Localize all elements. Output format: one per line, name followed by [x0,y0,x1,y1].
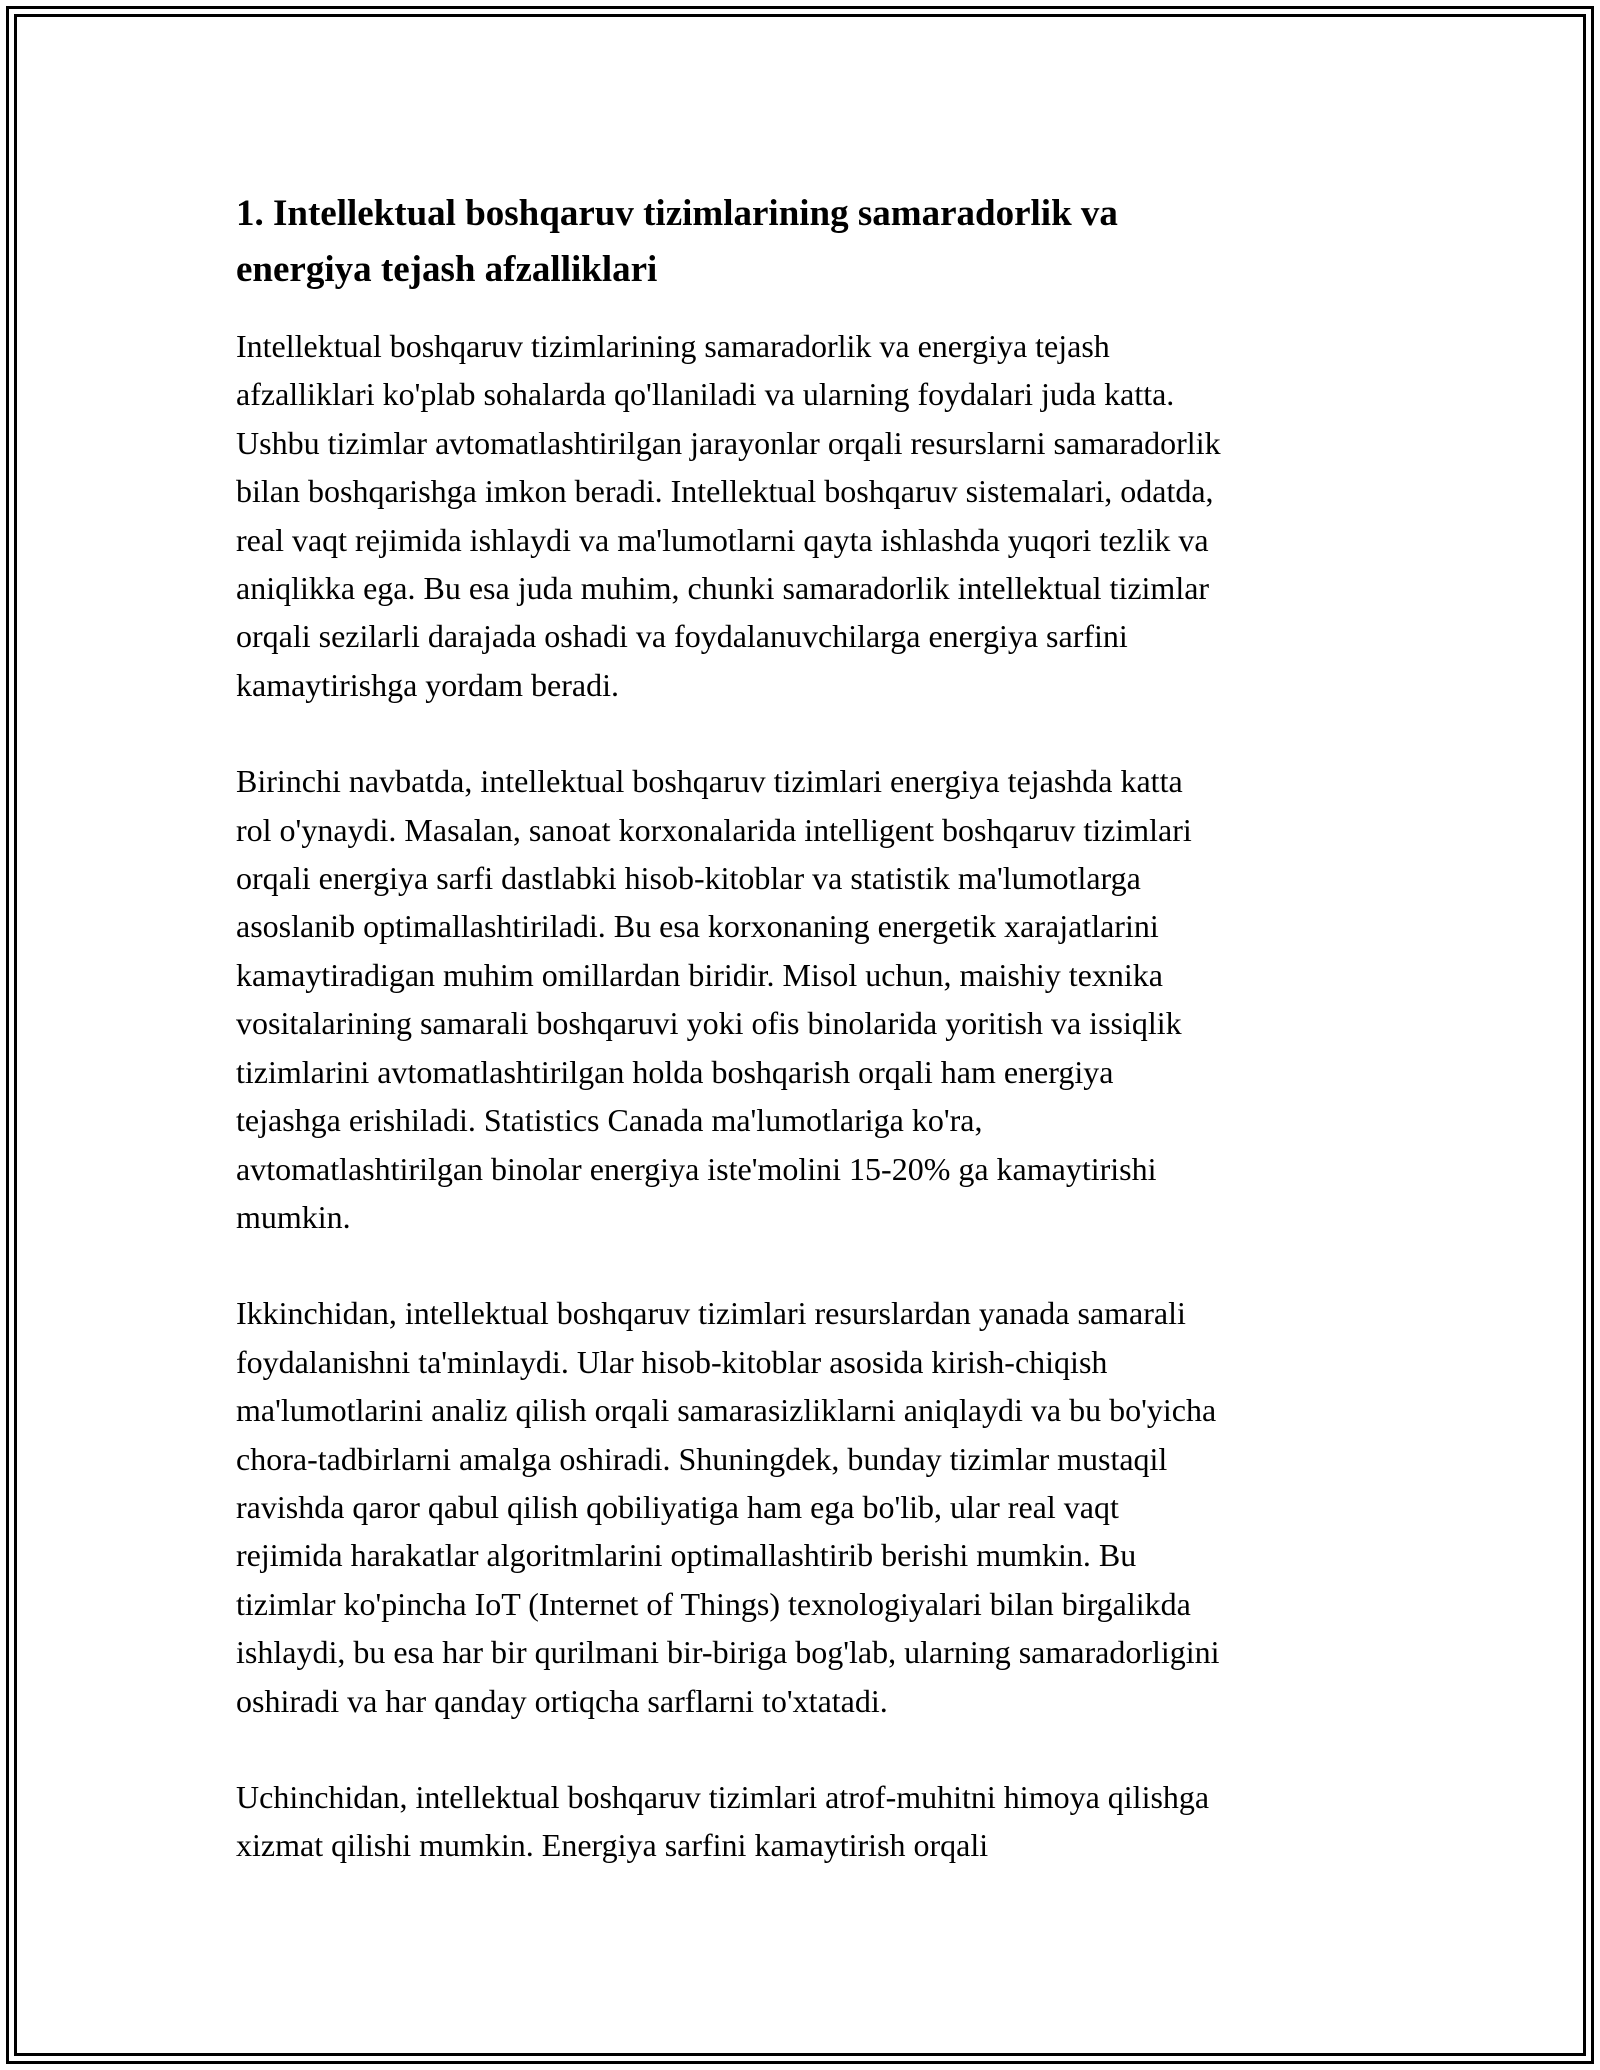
text-line: xizmat qilishi mumkin. Energiya sarfini kamaytirish orqali [236,1827,989,1864]
text-line: Intellektual boshqaruv tizimlarining samaradorlik va energiya tejash [236,328,1110,364]
text-line: tizimlar ko'pincha IoT (Internet of Things) texnologiyalari bilan birgalikda [236,1585,1191,1622]
text-line: Uchinchidan, intellektual boshqaruv tizimlari atrof-muhitni himoya qilishga [236,1778,1210,1815]
text-line: tejashga erishiladi. Statistics Canada ma'lumotlariga ko'ra, [236,1102,983,1139]
heading-line: energiya tejash afzalliklari [236,249,658,290]
text-line: vositalarining samarali boshqaruvi yoki ofis binolarida yoritish va issiqlik [236,1005,1182,1042]
paragraph-2 [236,757,1376,1241]
text-line: Birinchi navbatda, intellektual boshqaruv tizimlari energiya tejashda katta [236,763,1183,800]
paragraph-3 [236,1289,1376,1725]
text-line: Ikkinchidan, intellektual boshqaruv tizimlari resurslardan yanada samarali [236,1295,1186,1332]
text-line: tizimlarini avtomatlashtirilgan holda boshqarish orqali ham energiya [236,1053,1114,1090]
paragraph-1 [236,322,1376,709]
text-line: ravishda qaror qabul qilish qobiliyatiga ham ega bo'lib, ular real vaqt [236,1488,1119,1525]
text-line: ishlaydi, bu esa har bir qurilmani bir-biriga bog'lab, ularning samaradorligini [236,1634,1220,1671]
text-line: bilan boshqarishga imkon beradi. Intellektual boshqaruv sistemalari, odatda, [236,473,1214,510]
text-line: mumkin. [236,1198,351,1235]
text-line: avtomatlashtirilgan binolar energiya iste'molini 15-20% ga kamaytirishi [236,1150,1157,1187]
section-heading [236,186,1376,298]
text-line: orqali energiya sarfi dastlabki hisob-kitoblar va statistik ma'lumotlarga [236,860,1141,897]
text-line: foydalanishni ta'minlaydi. Ular hisob-kitoblar asosida kirish-chiqish [236,1343,1108,1380]
text-line: real vaqt rejimida ishlaydi va ma'lumotlarni qayta ishlashda yuqori tezlik va [236,521,1209,558]
text-line: oshiradi va har qanday ortiqcha sarflarni to'xtatadi. [236,1682,888,1719]
paragraph-4 [236,1773,1376,1870]
text-line: kamaytirishga yordam beradi. [236,666,619,703]
text-line: asoslanib optimallashtiriladi. Bu esa korxonaning energetik xarajatlarini [236,908,1159,945]
text-line: rejimida harakatlar algoritmlarini optimallashtirib berishi mumkin. Bu [236,1537,1137,1574]
text-line: Ushbu tizimlar avtomatlashtirilgan jarayonlar orqali resurslarni samaradorlik [236,424,1221,461]
text-line: aniqlikka ega. Bu esa juda muhim, chunki samaradorlik intellektual tizimlar [236,570,1210,607]
text-line: orqali sezilarli darajada oshadi va foydalanuvchilarga energiya sarfini [236,618,1128,655]
document-body [236,186,1376,1870]
text-line: afzalliklari ko'plab sohalarda qo'llaniladi va ularning foydalari juda katta. [236,376,1175,413]
text-line: kamaytiradigan muhim omillardan biridir. Misol uchun, maishiy texnika [236,956,1163,993]
text-line: rol o'ynaydi. Masalan, sanoat korxonalarida intelligent boshqaruv tizimlari [236,811,1192,848]
text-line: chora-tadbirlarni amalga oshiradi. Shuningdek, bunday tizimlar mustaqil [236,1440,1168,1477]
text-line: ma'lumotlarini analiz qilish orqali samarasizliklarni aniqlaydi va bu bo'yicha [236,1392,1217,1429]
heading-line: 1. Intellektual boshqaruv tizimlarining samaradorlik va [236,193,1118,234]
